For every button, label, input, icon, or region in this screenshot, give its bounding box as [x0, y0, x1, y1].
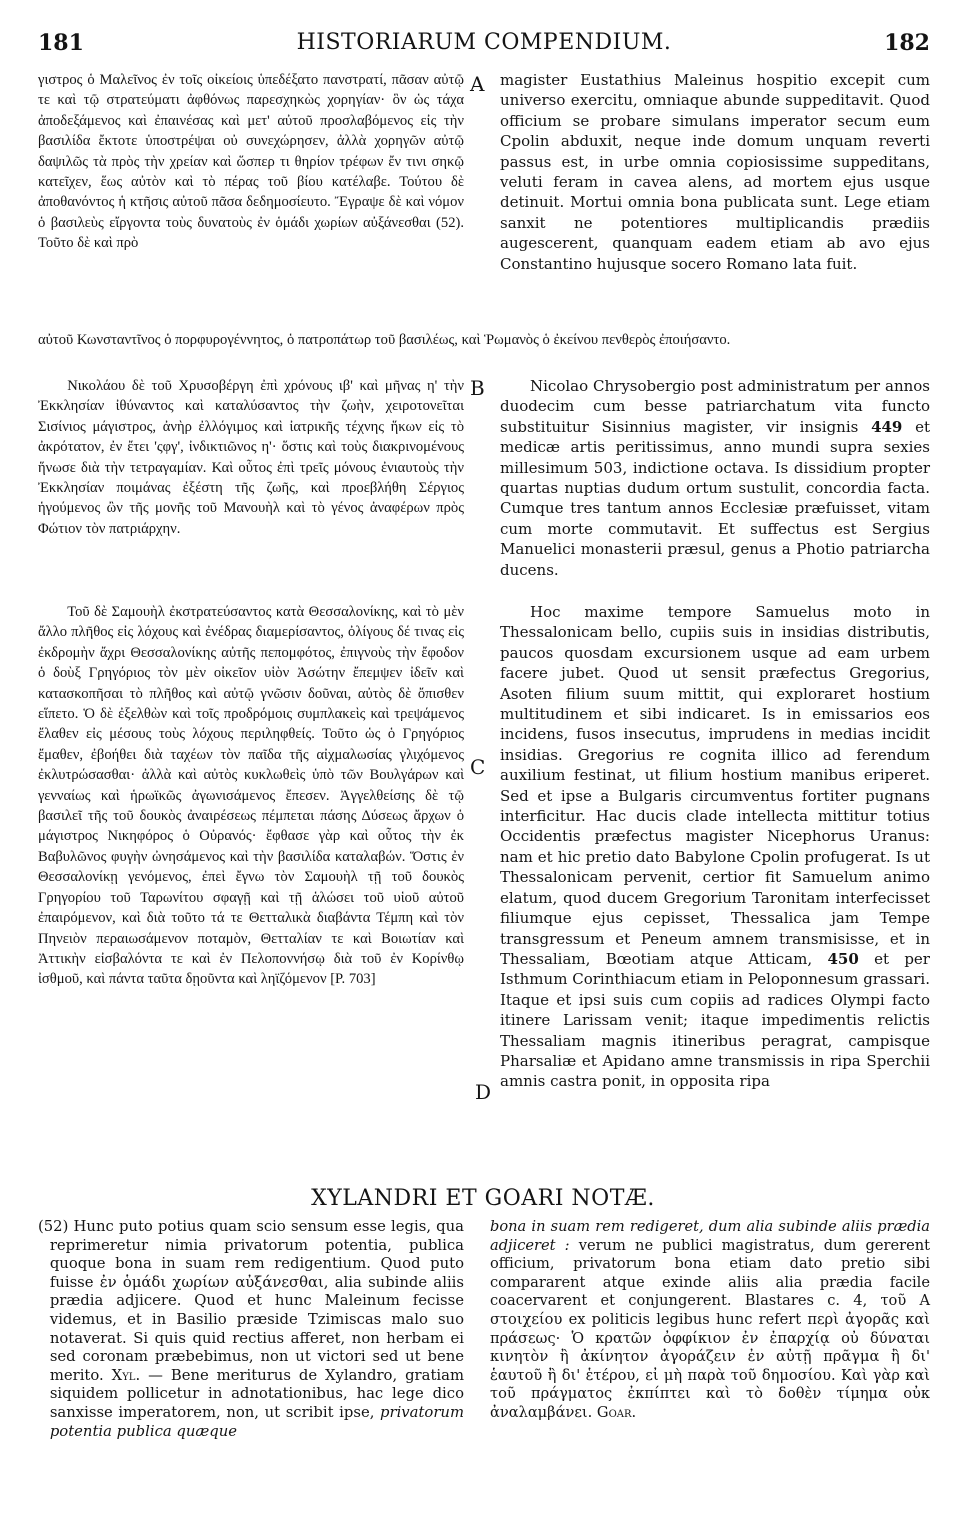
note-52-continued-italic: bona in suam rem redigeret, dum alia subinde aliis prædia adjiceret :: [490, 1218, 930, 1254]
margin-page-number-450: 450: [827, 949, 859, 968]
latin-column-section-a: [500, 70, 930, 340]
latin-paragraph-b: [500, 376, 930, 580]
running-title: HISTORIARUM COMPENDIUM.: [296, 30, 672, 55]
latin-paragraph-b-text-1: Nicolao Chrysobergio post administratum per annos duodecim cum besse patriarchatum vita functo substituitur Sisinnius magister, vir insignis: [500, 377, 930, 436]
section-marker-a: A: [470, 72, 485, 96]
latin-column-section-b: [500, 376, 930, 600]
page-header: [38, 30, 930, 60]
latin-column-section-c: [500, 602, 930, 1172]
note-52: [38, 1218, 464, 1441]
section-marker-c: C: [470, 755, 486, 779]
margin-page-number-449: 449: [871, 417, 903, 436]
latin-paragraph-b-text-2: et medicæ artis peritissimus, anno mundi supra sexies millesimum 503, indictione octava. Is dissidium propter quartas nuptias dudum ortum sustulit, concordia facta. Cumque tres tantum annos Ecclesiæ præfuisset, vitam cum morte commutavit. Et suffectus est Sergius Manuelici monasterii præsul, genus a Photio patriarcha ducens.: [500, 417, 930, 579]
greek-paragraph-b: Νικολάου δὲ τοῦ Χρυσοβέργη ἐπὶ χρόνους ιβ' καὶ μῆνας η' τὴν Ἐκκλησίαν ἰθύναντος καὶ καταλύσαντος τὴν ζωὴν, χειροτονεῖται Σισίνιος μάγιστρος, ἀνὴρ ἐλλόγιμος καὶ ἰατρικῆς τέχνης ἥκων εἰς τὸ ἀκρότατον, ἐν ἔτει 'ςφγ', ἰνδικτιῶνος η'· ὅστις καὶ τοὺς διακρινομένους ἥνωσε διὰ τὴν τετραγαμίαν. Καὶ οὗτος ἐπὶ τρεῖς μόνους ἐνιαυτοὺς τὴν Ἐκκλησίαν ποιμάνας ἐξέστη τῆς ζωῆς, καὶ προεβλήθη Σέργιος ἡγούμενος ὢν τῆς μονῆς τοῦ Μανουὴλ καὶ τὸ γένος ἀναφέρων πρὸς Φώτιον τὸν πατριάρχην.: [38, 378, 464, 537]
note-52-text-2: — Bene meriturus de Xylandro, gratiam siquidem pollicetur in adnotationibus, hac lege dico sanxisse imperatorem, non, ut scribit ipse,: [49, 1366, 464, 1421]
note-52-continued: [490, 1218, 930, 1423]
greek-column-section-b: [38, 376, 464, 600]
latin-paragraph-c-text-2: et per Isthmum Corinthiacum etiam in Peloponnesum grassari. Itaque et ipsi suis cum copiis ad radices Olympi facto itinere Larissam venit; itaque impedimentis relictis Thessaliam magnis itineribus peragrat, campisque Pharsaliæ et Apidano amne transmissis in ripa Sperchii amnis castra ponit, in opposita ripa: [500, 949, 930, 1091]
notes-heading: XYLANDRI ET GOARI NOTÆ.: [311, 1186, 655, 1211]
section-marker-d: D: [475, 1080, 492, 1104]
greek-paragraph-c: Τοῦ δὲ Σαμουὴλ ἐκστρατεύσαντος κατὰ Θεσσαλονίκης, καὶ τὸ μὲν ἄλλο πλῆθος εἰς λόχους καὶ ἐνέδρας διαμερίσαντος, ὀλίγους δέ τινας εἰς ἐκδρομὴν ἄχρι Θεσσαλονίκης αὐτῆς πεπομφότος, ἐπιγνοὺς τὴν ἔφοδον ὁ δοὺξ Γρηγόριος τὸν μὲν οἰκεῖον υἱὸν Ἀσώτην ἔπεμψεν ἰδεῖν καὶ κατασκοπῆσαι τὸ πλῆθος καὶ αὐτῷ γνῶσιν δοῦναι, αὐτὸς δὲ ὄπισθεν εἵπετο. Ὁ δὲ ἐξελθὼν καὶ τοῖς προδρόμοις συμπλακεὶς καὶ τρεψάμενος ἔλαθεν εἰς μέσους τοὺς λόχους περιληφθείς. Τοῦτο ὡς ὁ Γρηγόριος ἔμαθεν, ἐβοήθει διὰ ταχέων τὸν παῖδα τῆς αἰχμαλωσίας γλιχόμενος ἐκλυτρώσασθαι· ἀλλὰ καὶ αὐτὸς κυκλωθεὶς ὑπὸ τῶν Βουλγάρων καὶ γενναίως καὶ ἡρωϊκῶς ἀγωνισάμενος ἔπεσεν. Ἀγγελθείσης δὲ τῷ βασιλεῖ τῆς τοῦ δουκὸς ἀναιρέσεως πέμπεται πάσης Δύσεως ἄρχων ὁ μάγιστρος Νικηφόρος ὁ Οὐρανός· ἔφθασε γὰρ καὶ οὗτος τὴν ἐκ Βαβυλῶνος φυγὴν ὠνησάμενος καὶ τὴν βασιλίδα καταλαβών. Ὅστις ἐν Θεσσαλονίκῃ γενόμενος, ἐπεὶ ἔγνω τὸν Σαμουὴλ τῇ τοῦ δουκὸς Γρηγορίου τοῦ Ταρωνίτου σφαγῇ καὶ τῇ ἁλώσει τοῦ υἱοῦ αὐτοῦ ἐπαιρόμενον, καὶ διὰ τοῦτο τά τε Θετταλικὰ διαβάντα Τέμπη καὶ τὸν Πηνειὸν περαιωσάμενον ποταμὸν, Θετταλίαν τε καὶ Βοιωτίαν καὶ Ἀττικὴν εἰσβαλόντα τε καὶ ἐν Πελοποννήσῳ διὰ τοῦ ἐν Κορίνθῳ ἰσθμοῦ, καὶ πάντα ταῦτα δῃοῦντα καὶ ληϊζόμενον [P. 703]: [38, 604, 464, 988]
note-52-continued-text: verum ne publici magistratus, dum gererent officium, privatorum bona etiam dato pretio sibi compararent atque exinde aliis alia prædia facile coacervarent et conjungerent. Blastares c. 4, τοῦ Α στοιχείου ex politicis legibus hunc refert περὶ ἀγορᾶς καὶ πράσεως· Ὁ κρατῶν ὀφφίκιον ἐν ἐπαρχίᾳ οὐ δύναται κινητὸν ἢ ἀκίνητον ἀγοράζειν ἐν αὐτῇ πρᾶγμα ἢ δι' ἑαυτοῦ ἢ δι' ἑτέρου, εἰ μὴ παρὰ τοῦ δημοσίου. Καὶ γὰρ καὶ τοῦ πράγματος ἐκπίπτει καὶ τὸ δοθὲν τίμημα οὐκ ἀναλαμβάνει.: [490, 1236, 931, 1421]
note-column-left: [38, 1218, 464, 1441]
note-52-italic: privatorum potentia publica quæque: [49, 1403, 464, 1440]
page-number-right: 182: [884, 30, 930, 56]
greek-column-section-c: [38, 602, 464, 1172]
latin-paragraph-a: magister Eustathius Maleinus hospitio excepit cum universo exercitu, omniaque abunde suppeditavit. Quod officium se probare simulans imperator secum eum Cpolin abduxit, neque inde domum unquam reverti passus est, in urbe omnia copiosissime suppeditans, veluti feram in cavea alens, ad mortem ejus usque detinuit. Mortui omnia bona publicata sunt. Lege etiam sanxit ne potentiores multiplicandis prædiis augescerent, quanquam eadem etiam ab avo ejus Constantino hujusque socero Romano lata fuit.: [500, 71, 930, 273]
page-number-left: 181: [38, 30, 84, 56]
greek-spanning-line: αὐτοῦ Κωνσταντῖνος ὁ πορφυρογέννητος, ὁ πατροπάτωρ τοῦ βασιλέως, καὶ Ῥωμανὸς ὁ ἐκείνου πενθερὸς ἐποιήσαντο.: [38, 332, 731, 348]
greek-paragraph-a: γιστρος ὁ Μαλεῖνος ἐν τοῖς οἰκείοις ὑπεδέξατο πανστρατί, πᾶσαν αὐτῷ τε καὶ τῷ στρατεύματι ἀφθόνως παρεσχηκὼς χορηγίαν· ὃν ὡς τάχα ἀποδεξάμενος καὶ ἐπαινέσας καὶ μετ' αὐτοῦ προσλαβόμενος εἰς τὴν βασιλίδα ἔκτοτε ὑποστρέψαι οὐ συνεχώρησεν, ἀλλὰ χορηγῶν αὐτῷ δαψιλῶς τὰ πρὸς τὴν χρείαν καὶ ὥσπερ τι θηρίον τρέφων ἔν τινι σηκῷ κατεῖχεν, ἕως αὐτὸν καὶ τὸ πέρας τοῦ βίου κατέλαβε. Τούτου δὲ ἀποθανόντος ἡ κτῆσις αὐτοῦ πᾶσα δεδημοσίευτο. Ἔγραψε δὲ καὶ νόμον ὁ βασιλεὺς εἴργοντα τοὺς δυνατοὺς ἐν ὁμάδι χωρίων αὐξάνεσθαι (52). Τοῦτο δὲ καὶ πρὸ: [38, 72, 464, 252]
section-marker-b: B: [470, 376, 485, 400]
note-signature-goar: Goar.: [596, 1403, 637, 1421]
note-column-right: [490, 1218, 930, 1423]
note-signature-xylander: Xyl.: [111, 1366, 141, 1384]
latin-paragraph-c-text-1: Hoc maxime tempore Samuelus moto in Thessalonicam bello, cupiis suis in insidias distributis, paucos quosdam excursionem usque ad eam urbem facere jubet. Quod ut sensit præfectus Gregorius, Asoten filium suum mittit, qui exploraret hostium multitudinem et sibi indicaret. Is in emissarios eos incidens, fusos insecutus, imprudens in medias incidit insidias. Gregorius re cognita illico ad ferendum auxilium festinat, ut filium hostium manibus eriperet. Sed et ipse a Bulgaris circumventus fortiter pugnans interficitur. Hac ducis clade intellecta mittitur totius Occidentis præfectus magister Nicephorus Uranus: nam et hic pretio dato Babylone Cpolin profugerat. Is ut Thessalonicam pervenit, certior fit Samuelum animo elatum, quod ducem Gregorium Taronitam interfecisset filiumque ejus cepisset, Thessalica jam Tempe transgressum et Peneum amnem transmisisse, et in Thessaliam, Bœotiam atque Atticam,: [500, 603, 930, 968]
greek-column-section-a: [38, 70, 464, 340]
note-52-text-1: (52) Hunc puto potius quam scio sensum esse legis, qua reprimeretur nimia privatorum potentia, publica quoque bona in suam rem redigentium. Quod puto fuisse ἐν ὁμάδι χωρίων αὐξάνεσθαι, alia subinde aliis prædia adjicere. Quod et hunc Maleinum fecisse videmus, et in Basilio præside Tzimiscas malo suo notaverat. Si quis quid rectius afferet, non herbam ei sed coronam præbebimus, non ut victori sed ut bene merito.: [38, 1218, 464, 1384]
latin-paragraph-c: [500, 602, 930, 1092]
